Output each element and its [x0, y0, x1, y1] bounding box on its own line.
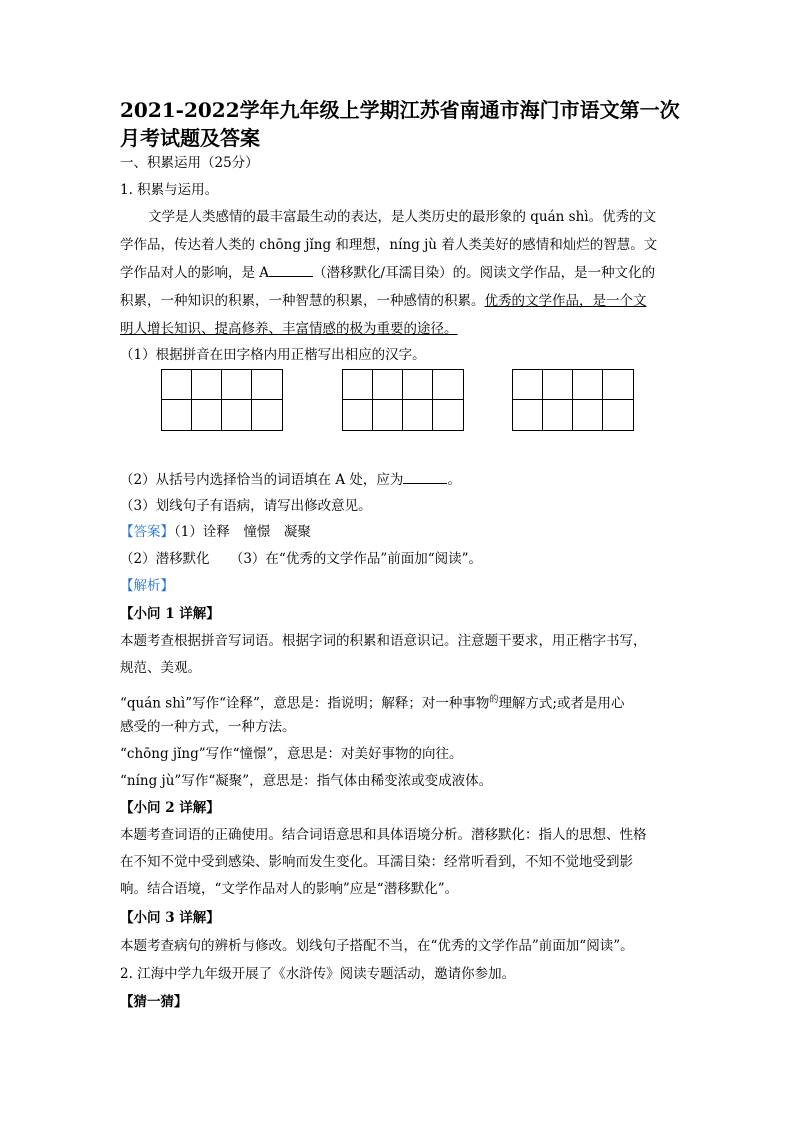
sub-analysis-heading: 【小问 2 详解】: [120, 800, 220, 816]
analysis-text: “quán shì”写作“诠释”，意思是：指说明；解释；对一种事物$^的$理解方式;或者是用心: [120, 695, 625, 712]
tianzige-grid: [161, 369, 283, 431]
passage-line: 文学是人类感情的最丰富最生动的表达，是人类历史的最形象的 quán shì。优秀的文: [148, 209, 657, 225]
blank-a: [269, 264, 313, 277]
passage-line: 学作品对人的影响，是 A （潜移默化/耳濡目染）的。阅读文学作品，是一种文化的: [120, 265, 656, 281]
answer-line: 【答案】（1）诠释 憧憬 凝聚: [120, 524, 311, 540]
answer-blank: [403, 471, 447, 484]
passage-line: 积累，一种知识的积累，一种智慧的积累，一种感情的积累。优秀的文学作品，是一个文: [120, 293, 647, 309]
guess-label: 【猜一猜】: [120, 994, 188, 1010]
page-title: 2021-2022学年九年级上学期江苏省南通市海门市语文第一次月考试题及答案: [120, 98, 680, 150]
analysis-text: 本题考查根据拼音写词语。根据字词的积累和语意识记。注意题干要求，用正楷字书写，: [120, 633, 647, 649]
analysis-text: 响。结合语境，“文学作品对人的影响”应是“潜移默化”。: [120, 881, 459, 897]
sub-analysis-heading: 【小问 3 详解】: [120, 910, 220, 926]
sub-question: （1）根据拼音在田字格内用正楷写出相应的汉字。: [120, 347, 426, 363]
answer-label: 【答案】: [120, 524, 174, 540]
question-heading: 2. 江海中学九年级开展了《水浒传》阅读专题活动，邀请你参加。: [120, 966, 516, 982]
analysis-label: 【解析】: [120, 578, 174, 594]
underlined-sentence: 优秀的文学作品，是一个文: [484, 293, 647, 309]
question-heading: 1. 积累与运用。: [120, 182, 219, 198]
tianzige-grid: [342, 369, 464, 431]
analysis-text: 感受的一种方式，一种方法。: [120, 719, 296, 735]
underlined-sentence: 明人增长知识、提高修养、丰富情感的极为重要的途径。: [120, 321, 458, 337]
analysis-text: 在不知不觉中受到感染、影响而发生变化。耳濡目染：经常听看到，不知不觉地受到影: [120, 854, 633, 870]
analysis-text: “níng jù”写作“凝聚”，意思是：指气体由稀变浓或变成液体。: [120, 773, 493, 789]
passage-line: 学作品，传达着人类的 chōng jǐng 和理想，níng jù 着人类美好的感情和灿烂的智慧。文: [120, 237, 658, 253]
analysis-text: 规范、美观。: [120, 660, 201, 676]
tianzige-grid: [512, 369, 634, 431]
sub-analysis-heading: 【小问 1 详解】: [120, 606, 220, 622]
analysis-text: 本题考查病句的辨析与修改。划线句子搭配不当，在“优秀的文学作品”前面加“阅读”。: [120, 938, 634, 954]
analysis-text: “chōng jǐng”写作“憧憬”，意思是：对美好事物的向往。: [120, 746, 463, 762]
analysis-text: 本题考查词语的正确使用。结合词语意思和具体语境分析。潜移默化：指人的思想、性格: [120, 827, 647, 843]
sub-question: （2）从括号内选择恰当的词语填在 A 处，应为 。: [120, 472, 461, 488]
sub-question: （3）划线句子有语病，请写出修改意见。: [120, 498, 372, 514]
answer-line: （2）潜移默化 （3）在“优秀的文学作品”前面加“阅读”。: [120, 551, 483, 567]
section-heading: 一、积累运用（25分）: [120, 155, 259, 171]
